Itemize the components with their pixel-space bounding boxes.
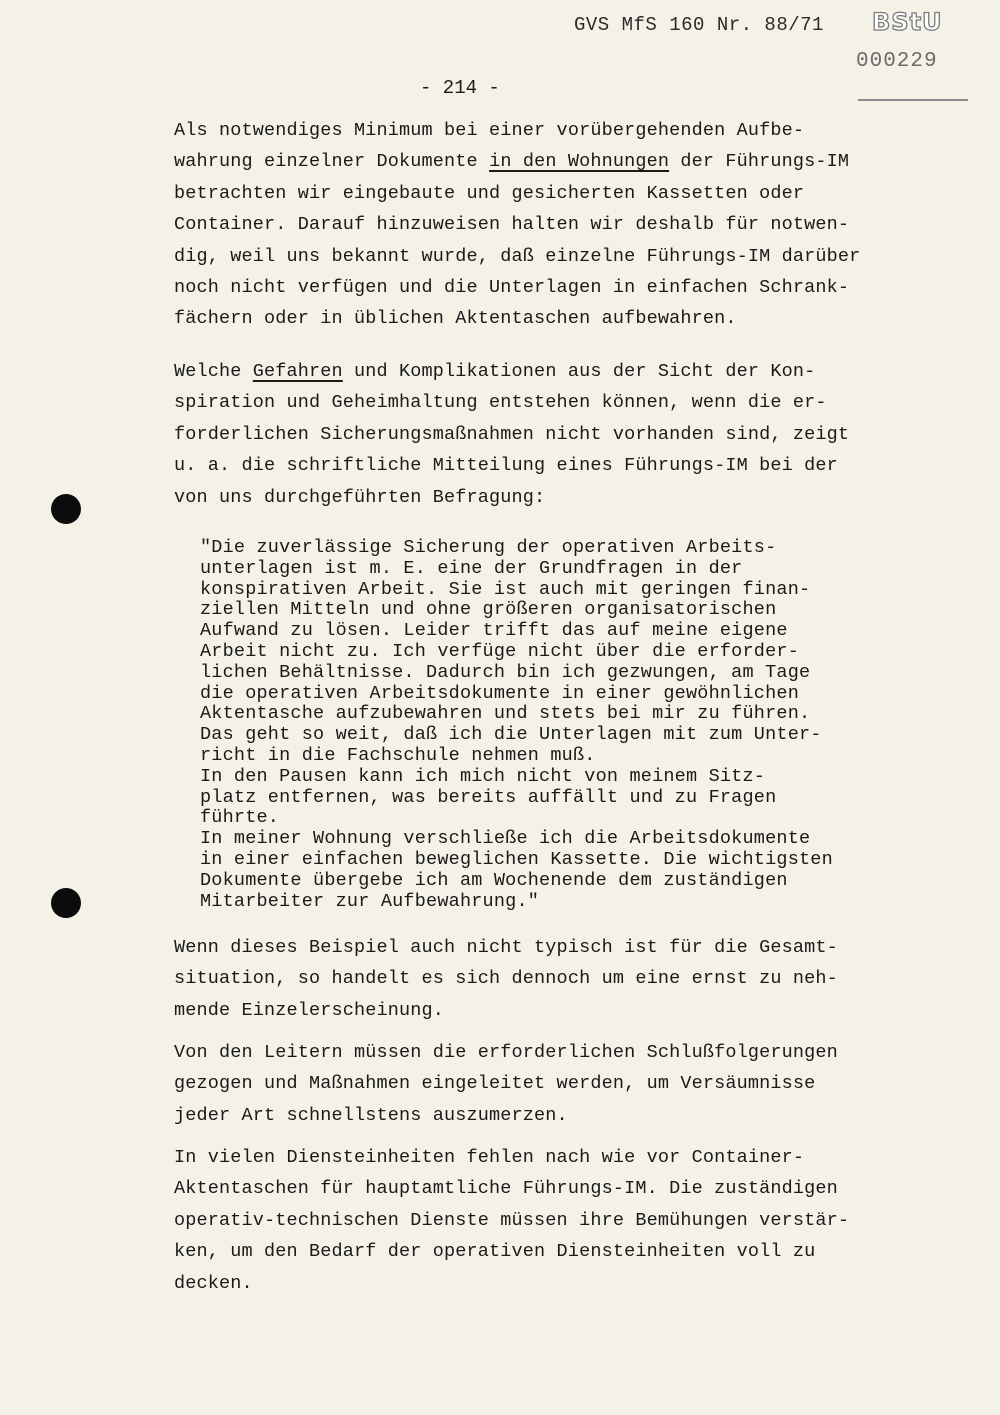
page-number: - 214 - [420, 77, 500, 99]
quote-line: Arbeit nicht zu. Ich verfüge nicht über die erforder- [200, 640, 799, 662]
paragraph-2 [174, 356, 849, 513]
paragraph-4 [174, 1037, 838, 1131]
quote-line: konspirativen Arbeit. Sie ist auch mit geringen finan- [200, 578, 811, 600]
text-line: forderlichen Sicherungsmaßnahmen nicht vorhanden sind, zeigt [174, 423, 850, 445]
paragraph-1 [174, 115, 860, 335]
text-line: Von den Leitern müssen die erforderlichen Schlußfolgerungen [174, 1042, 838, 1063]
quote-line: die operativen Arbeitsdokumente in einer gewöhnlichen [200, 682, 799, 704]
text-line: u. a. die schriftliche Mitteilung eines Führungs-IM bei der [174, 455, 838, 477]
text-line: wahrung einzelner Dokumente [174, 151, 490, 173]
text-line: fächern oder in üblichen Aktentaschen aufbewahren. [174, 308, 737, 330]
text-line: operativ-technischen Dienste müssen ihre Bemühungen verstär- [174, 1209, 850, 1231]
text-line: und Komplikationen aus der Sicht der Kon- [342, 361, 816, 382]
underlined-phrase: in den Wohnungen [489, 151, 670, 173]
text-line: dig, weil uns bekannt wurde, daß einzelne Führungs-IM darüber [174, 245, 861, 267]
text-line: Als notwendiges Minimum bei einer vorübergehenden Aufbe- [174, 120, 805, 141]
paragraph-5 [174, 1142, 849, 1299]
paragraph-3 [174, 932, 838, 1026]
quote-line: "Die zuverlässige Sicherung der operativen Arbeits- [200, 537, 777, 558]
quote-line: Aufwand zu lösen. Leider trifft das auf meine eigene [200, 620, 788, 642]
quote-line: Dokumente übergebe ich am Wochenende dem zuständigen [200, 869, 788, 891]
text-line: Aktentaschen für hauptamtliche Führungs-IM. Die zuständigen [174, 1178, 838, 1200]
text-line: spiration und Geheimhaltung entstehen können, wenn die er- [174, 392, 827, 414]
archive-page-number: 000229 [856, 50, 938, 73]
text-line: gezogen und Maßnahmen eingeleitet werden, um Versäumnisse [174, 1073, 816, 1095]
quote-line: Das geht so weit, daß ich die Unterlagen mit zum Unter- [200, 724, 822, 746]
quote-line: unterlagen ist m. E. eine der Grundfragen in der [200, 557, 743, 579]
quote-line: platz entfernen, was bereits auffällt und zu Fragen [200, 786, 777, 808]
text-line: jeder Art schnellstens auszumerzen. [174, 1104, 568, 1126]
text-line: In vielen Diensteinheiten fehlen nach wie vor Container- [174, 1147, 805, 1168]
text-line: Welche [174, 361, 253, 382]
underlined-phrase: Gefahren [252, 361, 343, 382]
quote-line: in einer einfachen beweglichen Kassette. Die wichtigsten [200, 848, 833, 870]
quote-line: In den Pausen kann ich mich nicht von meinem Sitz- [200, 765, 766, 787]
text-line: noch nicht verfügen und die Unterlagen in einfachen Schrank- [174, 277, 850, 299]
quote-line: führte. [200, 807, 280, 829]
text-line: mende Einzelerscheinung. [174, 999, 445, 1021]
quote-line: In meiner Wohnung verschließe ich die Arbeitsdokumente [200, 828, 811, 850]
text-line: betrachten wir eingebaute und gesicherten Kassetten oder [174, 182, 805, 204]
text-line: Container. Darauf hinzuweisen halten wir deshalb für notwen- [174, 214, 850, 236]
quote-line: Mitarbeiter zur Aufbewahrung." [200, 890, 540, 912]
text-line: Wenn dieses Beispiel auch nicht typisch ist für die Gesamt- [174, 937, 838, 958]
text-line: der Führungs-IM [669, 151, 850, 173]
quote-line: lichen Behältnisse. Dadurch bin ich gezwungen, am Tage [200, 661, 811, 683]
quoted-statement [200, 538, 833, 912]
text-line: decken. [174, 1272, 253, 1294]
stamp-underline [858, 99, 968, 101]
archive-stamp: BStU [872, 8, 943, 36]
punch-hole [51, 494, 81, 524]
quote-line: richt in die Fachschule nehmen muß. [200, 744, 596, 766]
text-line: ken, um den Bedarf der operativen Diensteinheiten voll zu [174, 1241, 816, 1263]
text-line: situation, so handelt es sich dennoch um eine ernst zu neh- [174, 968, 838, 990]
text-line: von uns durchgeführten Befragung: [174, 486, 546, 508]
punch-hole [51, 888, 81, 918]
document-reference: GVS MfS 160 Nr. 88/71 [574, 14, 824, 36]
quote-line: Aktentasche aufzubewahren und stets bei mir zu führen. [200, 703, 811, 725]
quote-line: ziellen Mitteln und ohne größeren organisatorischen [200, 599, 777, 621]
